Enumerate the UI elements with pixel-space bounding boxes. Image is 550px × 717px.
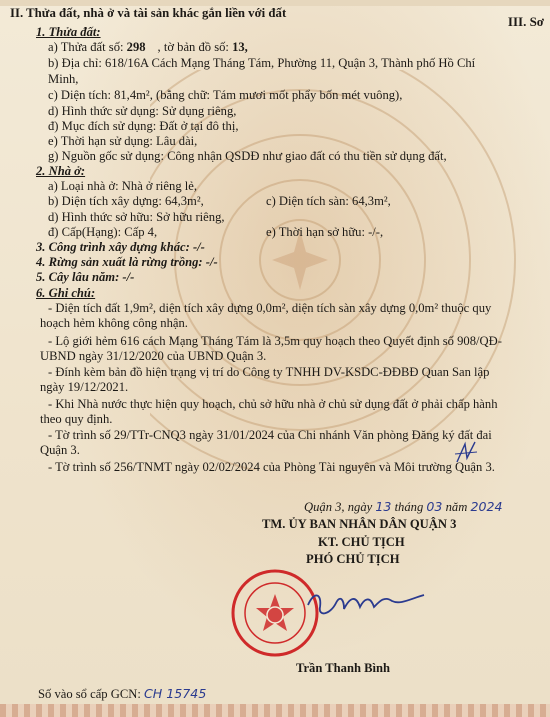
address-line-2: Minh, [48, 72, 79, 86]
note-line-9: - Tờ trình số 29/TTr-CNQ3 ngày 31/01/2024 của Chi nhánh Văn phòng Đăng ký đất đai [48, 428, 492, 442]
note-line-8: theo quy định. [40, 412, 113, 426]
signing-date [304, 499, 503, 515]
signer-name: Trần Thanh Bình [296, 661, 391, 675]
usage-origin-line: g) Nguồn gốc sử dụng: Công nhận QSDĐ như giao đất có thu tiền sử dụng đất, [48, 149, 447, 163]
date-month: 03 [426, 499, 443, 514]
date-prefix: Quận 3, ngày [304, 500, 373, 514]
note-line-1: - Diện tích đất 1,9m², diện tích xây dựng 0,0m², diện tích sàn xây dựng 0,0m² thuộc quy [48, 301, 492, 315]
date-month-label: tháng [394, 500, 424, 514]
note-line-5: - Đính kèm bản đồ hiện trạng vị trí do Công ty TNHH DV-KSDC-ĐĐBĐ Quan San lập [48, 365, 490, 379]
planted-forest: 4. Rừng sản xuất là rừng trồng: -/- [36, 255, 218, 269]
role-title: PHÓ CHỦ TỊCH [306, 552, 400, 566]
map-sheet-label: , tờ bản đồ số: [157, 40, 229, 54]
side-section-label: III. Sơ [507, 14, 544, 29]
other-construction: 3. Công trình xây dựng khác: -/- [36, 240, 205, 254]
authority-title: TM. ỦY BAN NHÂN DÂN QUẬN 3 [262, 517, 457, 531]
note-line-4: UBND ngày 31/12/2020 của UBND Quận 3. [40, 349, 267, 363]
initial-mark [453, 438, 479, 468]
kt-title: KT. CHỦ TỊCH [318, 535, 405, 549]
parcel-number: 298 [126, 40, 146, 54]
register-label: Số vào sổ cấp GCN: [38, 687, 141, 701]
date-year: 2024 [470, 499, 503, 514]
perennial-trees: 5. Cây lâu năm: -/- [36, 270, 135, 284]
parcel-number-line [48, 40, 248, 55]
usage-term-line: e) Thời hạn sử dụng: Lâu dài, [48, 134, 198, 148]
usage-purpose-line: đ) Mục đích sử dụng: Đất ở tại đô thị, [48, 119, 239, 133]
note-line-7: - Khi Nhà nước thực hiện quy hoạch, chủ sở hữu nhà ở chủ sử dụng đất ở phải chấp hành [48, 397, 498, 411]
signature [300, 585, 430, 625]
date-day: 13 [375, 499, 392, 514]
address-line-1: b) Địa chỉ: 618/16A Cách Mạng Tháng Tám, Phường 11, Quận 3, Thành phố Hồ Chí [48, 56, 476, 70]
house-grade: đ) Cấp(Hạng): Cấp 4, [48, 225, 158, 239]
house-type-line: a) Loại nhà ở: Nhà ở riêng lẻ, [48, 179, 197, 193]
area-line: c) Diện tích: 81,4m², (bằng chữ: Tám mươi mốt phẩy bốn mét vuông), [48, 88, 403, 102]
register-number: CH 15745 [144, 686, 207, 701]
parcel-heading: 1. Thửa đất: [36, 25, 101, 39]
house-floor-area: c) Diện tích sàn: 64,3m², [266, 194, 391, 208]
section-title: II. Thửa đất, nhà ở và tài sản khác gắn liền với đất [10, 6, 287, 20]
notes-heading: 6. Ghi chú: [36, 286, 96, 300]
note-line-11: - Tờ trình số 256/TNMT ngày 02/02/2024 của Phòng Tài nguyên và Môi trường Quận 3. [48, 460, 495, 474]
register-number-line [38, 686, 206, 702]
house-ownership-form: d) Hình thức sở hữu: Sở hữu riêng, [48, 210, 225, 224]
house-build-area: b) Diện tích xây dựng: 64,3m², [48, 194, 204, 208]
date-year-label: năm [445, 500, 468, 514]
house-heading: 2. Nhà ở: [36, 164, 86, 178]
note-line-3: - Lộ giới hẻm 616 cách Mạng Tháng Tám là 3,5m quy hoạch theo Quyết định số 908/QĐ- [48, 334, 502, 348]
parcel-number-label: a) Thửa đất số: [48, 40, 124, 54]
house-ownership-term: e) Thời hạn sở hữu: -/-, [266, 225, 384, 239]
usage-form-line: d) Hình thức sử dụng: Sử dụng riêng, [48, 104, 237, 118]
note-line-6: ngày 19/12/2021. [40, 380, 129, 394]
bottom-border [0, 704, 550, 717]
map-sheet-number: 13, [232, 40, 248, 54]
note-line-2: hoạch hẻm không công nhận. [40, 316, 188, 330]
note-line-10: Quận 3. [40, 443, 80, 457]
